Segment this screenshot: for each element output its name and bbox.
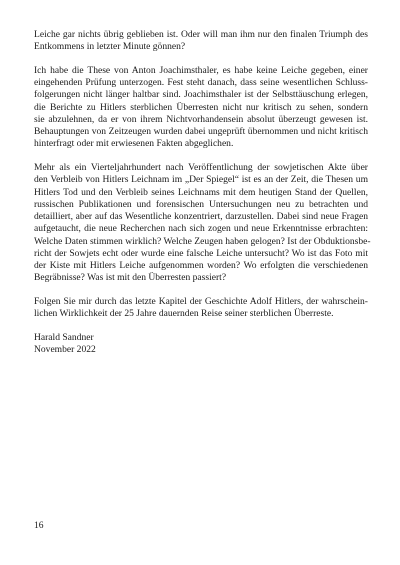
text-line: Behauptungen von Zeitzeugen wurden dabei ungeprüft übernommen und nicht kritisch	[34, 126, 368, 138]
text-line: Hitlers Tod und den Verbleib seines Leichnams mit dem heutigen Stand der Quellen,	[34, 186, 368, 198]
text-line: aufgetaucht, die neue Recherchen nach sich zogen und neue Erkenntnisse erbrachten:	[34, 223, 368, 235]
text-line: die Berichte zu Hitlers sterblichen Überresten nicht nur kritisch zu sehen, sondern	[34, 101, 368, 113]
text-line: Mehr als ein Vierteljahrhundert nach Veröffentlichung der sowjetischen Akte über	[34, 162, 368, 174]
page-number: 16	[34, 521, 44, 531]
text-line: den Verbleib von Hitlers Leichnam im „Der Spiegel“ ist es an der Zeit, die Thesen um	[34, 174, 368, 186]
text-line: Entkommens in letzter Minute gönnen?	[34, 41, 186, 53]
text-line: richt der Sowjets echt oder wurde eine falsche Leiche untersucht? Wo ist das Foto mit	[34, 247, 368, 259]
signature-date: November 2022	[34, 344, 96, 356]
author-name: Harald Sandner	[34, 331, 94, 343]
paragraph-2	[34, 65, 368, 151]
page-body	[34, 29, 371, 368]
text-line: sie abzulehnen, da er von ihrem Nichtvorhandensein absolut überzeugt gewesen ist.	[34, 113, 368, 125]
text-line: lichen Wirklichkeit der 25 Jahre dauernden Reise seiner sterblichen Überreste.	[34, 308, 334, 320]
text-line: detailliert, aber auf das Wesentliche konzentriert, darzustellen. Dabei sind neue Fragen	[34, 211, 368, 223]
text-line: eingehenden Prüfung unterzogen. Fest steht danach, dass seine wesentlichen Schluss-	[34, 77, 368, 89]
paragraph-1	[34, 29, 368, 54]
text-line: Folgen Sie mir durch das letzte Kapitel der Geschichte Adolf Hitlers, der wahrschein-	[34, 295, 368, 307]
text-line: Ich habe die These von Anton Joachimsthaler, es habe keine Leiche gegeben, einer	[34, 64, 368, 76]
text-line: russischen Publikationen und forensischen Untersuchungen neu zu betrachten und	[34, 198, 368, 210]
paragraph-3	[34, 162, 371, 285]
text-line: Leiche gar nichts übrig geblieben ist. Oder will man ihm nur den finalen Triumph des	[34, 29, 368, 40]
paragraph-4	[34, 296, 368, 321]
text-line: hinterfragt oder mit erwiesenen Fakten abgeglichen.	[34, 138, 234, 150]
signature-block	[34, 332, 368, 357]
text-line: folgerungen nicht länger haltbar sind. Joachimsthaler ist der Selbsttäuschung erlegen,	[34, 89, 368, 101]
text-line: Welche Daten stimmen wirklich? Welche Zeugen haben gelogen? Ist der Obduktionsbe-	[34, 235, 371, 247]
text-line: Begräbnisse? Was ist mit den Überresten passiert?	[34, 272, 227, 284]
text-line: der Kiste mit Hitlers Leiche aufgenommen worden? Wo erfolgten die verschiedenen	[34, 260, 368, 272]
